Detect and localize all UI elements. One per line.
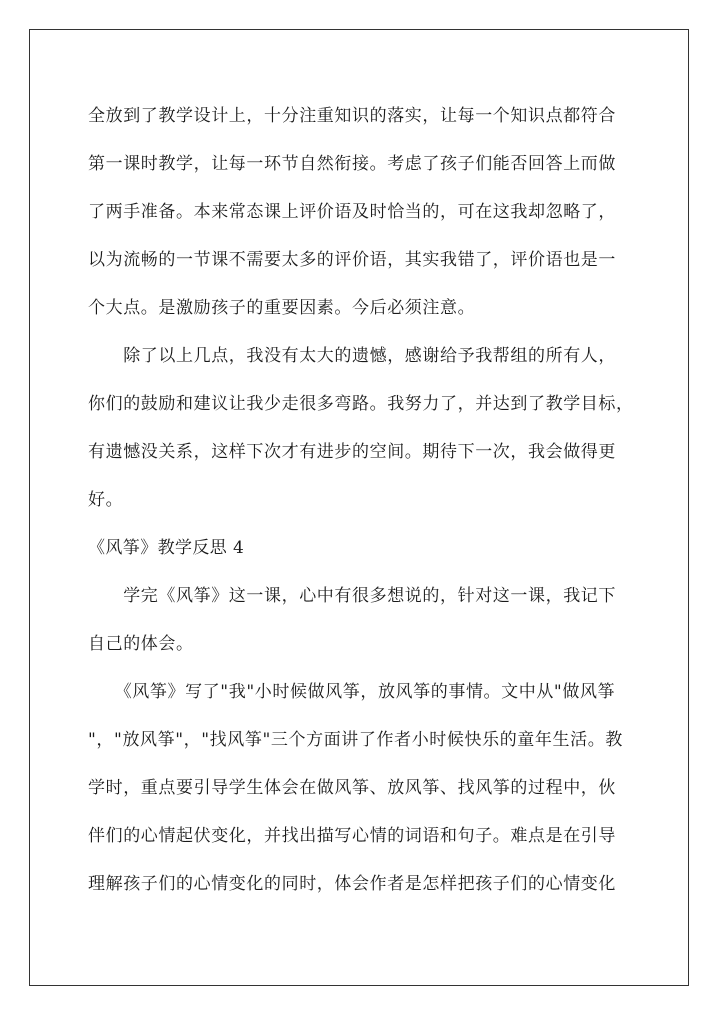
document-body bbox=[88, 92, 638, 908]
text-line: 全放到了教学设计上，十分注重知识的落实，让每一个知识点都符合 bbox=[88, 106, 616, 126]
text-line: 你们的鼓励和建议让我少走很多弯路。我努力了，并达到了教学目标， bbox=[88, 394, 634, 414]
text-line: 自己的体会。 bbox=[88, 634, 194, 654]
section-heading: 《风筝》教学反思 4 bbox=[88, 538, 245, 558]
paragraph-4 bbox=[88, 668, 638, 908]
text-line: 学时，重点要引导学生体会在做风筝、放风筝、找风筝的过程中，伙 bbox=[88, 778, 616, 798]
paragraph-3 bbox=[88, 572, 638, 668]
text-line: "，"放风筝"，"找风筝"三个方面讲了作者小时候快乐的童年生活。教 bbox=[88, 730, 623, 750]
paragraph-1 bbox=[88, 92, 638, 332]
text-line: 理解孩子们的心情变化的同时，体会作者是怎样把孩子们的心情变化 bbox=[88, 874, 616, 894]
text-line: 有遗憾没关系，这样下次才有进步的空间。期待下一次，我会做得更 bbox=[88, 442, 616, 462]
text-line: 伴们的心情起伏变化，并找出描写心情的词语和句子。难点是在引导 bbox=[88, 826, 616, 846]
text-line: 除了以上几点，我没有太大的遗憾，感谢给予我帮组的所有人， bbox=[88, 346, 616, 366]
text-line: 以为流畅的一节课不需要太多的评价语，其实我错了，评价语也是一 bbox=[88, 250, 616, 270]
text-line: 第一课时教学，让每一环节自然衔接。考虑了孩子们能否回答上而做 bbox=[88, 154, 616, 174]
text-line: 学完《风筝》这一课，心中有很多想说的，针对这一课，我记下 bbox=[88, 586, 616, 606]
text-line: 好。 bbox=[88, 490, 124, 510]
text-line: 《风筝》写了"我"小时候做风筝，放风筝的事情。文中从"做风筝 bbox=[88, 682, 616, 702]
text-line: 了两手准备。本来常态课上评价语及时恰当的，可在这我却忽略了， bbox=[88, 202, 616, 222]
paragraph-2 bbox=[88, 332, 638, 524]
text-line: 个大点。是激励孩子的重要因素。今后必须注意。 bbox=[88, 298, 476, 318]
